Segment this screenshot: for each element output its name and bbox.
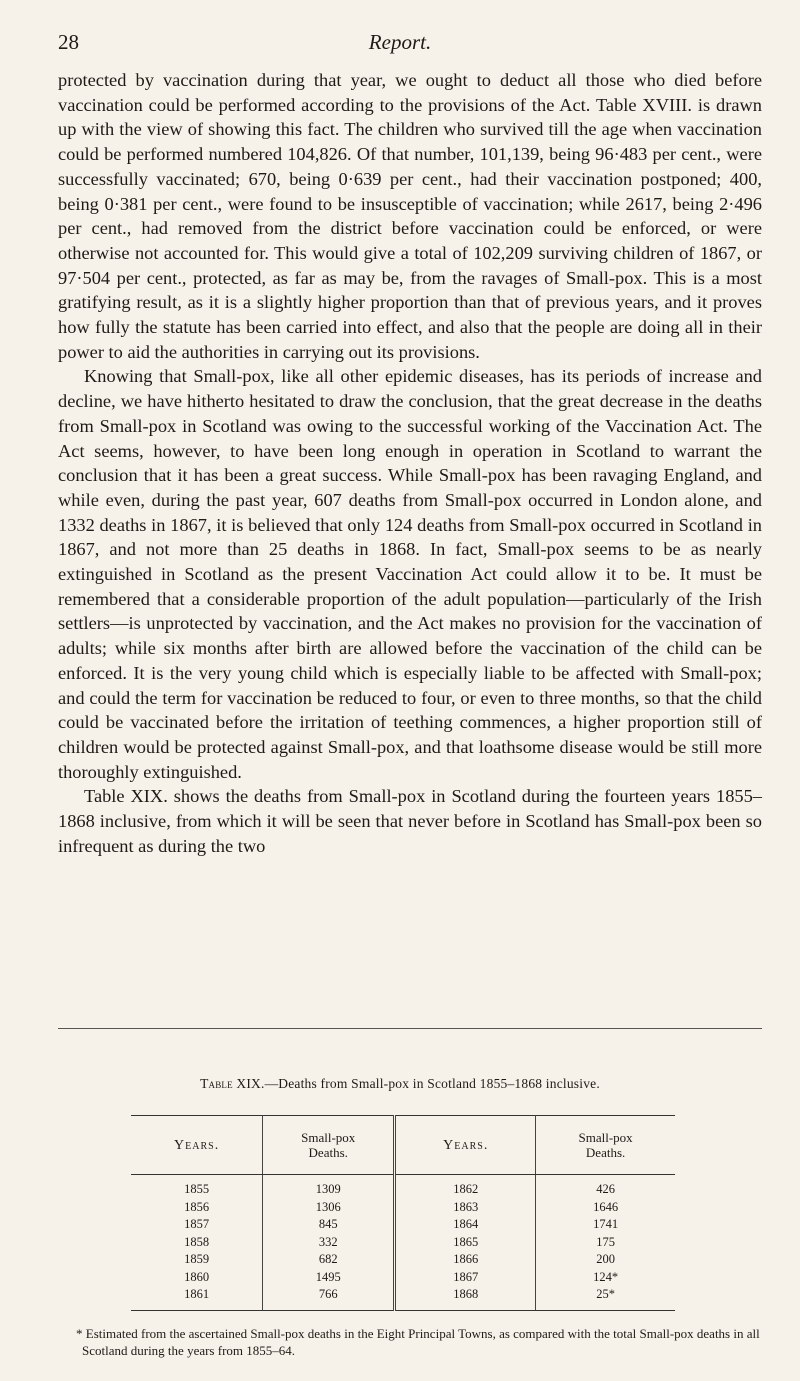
deaths-cell: 332 [263,1234,395,1252]
paragraph: protected by vaccination during that year, we ought to deduct all those who died before vaccination could be performed according to the provisions of the Act. Table XVIII. is drawn up with the view of showing this fact. The children who survived till the age when vaccination could be performed numbered 104,826. Of that number, 101,139, being 96·483 per cent., were successfully vaccinated; 670, being 0·639 per cent., had their vaccination postponed; 400, being 0·381 per cent., were found to be insusceptible of vaccination; while 2617, being 2·496 per cent., had removed from the district before vaccination could be enforced, or were otherwise not accounted for. This would give a total of 102,209 surviving children of 1867, or 97·504 per cent., protected, as far as may be, from the ravages of Small-pox. This is a most gratifying result, as it is a slightly higher proportion than that of previous years, and it proves how fully the statute has been carried into effect, and also that the people are doing all in their power to aid the authorities in carrying out its provisions. [58,70,762,362]
smallpox-deaths-table [131,1115,675,1311]
deaths-cell: 1309 [263,1175,395,1199]
year-cell: 1858 [131,1234,263,1252]
table-header-row [131,1116,675,1175]
page-header [0,30,800,52]
year-cell: 1863 [395,1199,536,1217]
table-caption [0,1076,800,1092]
table-caption-label: Table XIX. [200,1076,265,1091]
body-text [58,68,762,859]
paragraph: Table XIX. shows the deaths from Small-pox in Scotland during the fourteen years 1855–1868 inclusive, from which it will be seen that never before in Scotland has Small-pox been so infrequent as during the two [58,786,762,856]
deaths-cell: 1741 [593,1217,619,1231]
table-row [131,1216,675,1234]
table-caption-text: —Deaths from Small-pox in Scotland 1855–1868 inclusive. [264,1076,600,1091]
year-cell: 1862 [395,1175,536,1199]
year-cell: 1855 [131,1175,263,1199]
deaths-cell: 124* [593,1269,619,1284]
header-deaths-line1: Small-pox [578,1130,633,1145]
table-row [131,1175,675,1199]
header-deaths-line2: Deaths. [585,1145,626,1160]
table-row [131,1286,675,1310]
page-number: 28 [58,30,79,54]
header-deaths-line2: Deaths. [308,1145,348,1160]
table-footnote: * Estimated from the ascertained Small-pox deaths in the Eight Principal Towns, as compared with the total Small-pox deaths in all Scotland during the years from 1855–64. [76,1326,760,1358]
year-cell: 1865 [395,1234,536,1252]
header-years-left: Years. [131,1116,263,1175]
deaths-cell: 845 [263,1216,395,1234]
section-divider [58,1028,762,1029]
deaths-cell: 25* [536,1286,675,1310]
table-row [131,1269,675,1287]
deaths-cell: 682 [263,1251,395,1269]
header-deaths-line1: Small-pox [301,1130,356,1145]
deaths-cell: 426 [596,1182,615,1196]
year-cell: 1857 [131,1216,263,1234]
table-row [131,1199,675,1217]
deaths-cell: 1495 [263,1269,395,1287]
deaths-cell: 1306 [263,1199,395,1217]
year-cell: 1868 [395,1286,536,1310]
deaths-cell: 1646 [593,1199,619,1214]
year-cell: 1867 [395,1269,536,1287]
table-row [131,1234,675,1252]
year-cell: 1856 [131,1199,263,1217]
header-years-right: Years. [395,1116,536,1175]
deaths-cell: 766 [263,1286,395,1310]
table-row [131,1251,675,1269]
running-title: Report. [368,30,432,54]
deaths-cell: 175 [596,1234,615,1249]
paragraph: Knowing that Small-pox, like all other epidemic diseases, has its periods of increase and decline, we have hitherto hesitated to draw the conclusion, that the great decrease in the deaths from Small-pox in Scotland was owing to the successful working of the Vaccination Act. The Act seems, however, to have been long enough in operation in Scotland to warrant the conclusion that it has been a great success. While Small-pox has been ravaging England, and while even, during the past year, 607 deaths from Small-pox occurred in London alone, and 1332 deaths in 1867, it is believed that only 124 deaths from Small-pox occurred in Scotland in 1867, and not more than 25 deaths in 1868. In fact, Small-pox seems to be as nearly extinguished in Scotland as the present Vaccination Act could allow it to be. It must be remembered that a considerable proportion of the adult population—particularly of the Irish settlers—is unprotected by vaccination, and the Act makes no provision for the vaccination of adults; while six months after birth are allowed before the vaccination of the child can be enforced. It is the very young child which is especially liable to be affected with Small-pox; and could the term for vaccination be reduced to four, or even to three months, so that the child could be vaccinated before the irritation of teething commences, a higher proportion still of children would be protected against Small-pox, and that loathsome disease would be still more thoroughly extinguished. [58,366,762,782]
year-cell: 1866 [395,1251,536,1269]
header-deaths-right [536,1116,675,1175]
year-cell: 1864 [395,1216,536,1234]
year-cell: 1860 [131,1269,263,1287]
header-deaths-left [263,1116,395,1175]
year-cell: 1861 [131,1286,263,1310]
year-cell: 1859 [131,1251,263,1269]
deaths-cell: 200 [596,1252,615,1266]
